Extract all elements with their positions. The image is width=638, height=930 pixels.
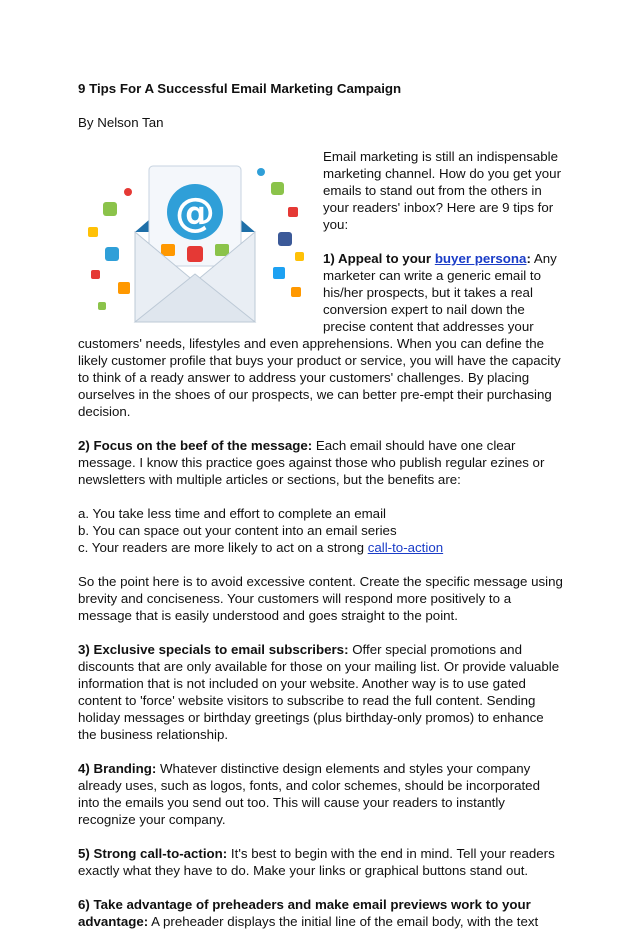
tip-6-body: A preheader displays the initial line of the email body, with the text (148, 914, 539, 929)
call-to-action-link[interactable]: call-to-action (367, 540, 444, 555)
tip-2-heading: 2) Focus on the beef of the message: (78, 438, 313, 453)
tip-2-body: Each email should have one clear message. I know this practice goes against those who publish regular ezines or newsletters with multiple articles or sections, but the benefits are: (78, 438, 545, 487)
tip-2-item-c (78, 539, 564, 556)
tip-2-paragraph (78, 437, 564, 488)
tip-1-body: customers' needs, lifestyles and even apprehensions. When you can define the likely customer profile that buys your product or service, you will have the capacity to think of a ready answer to address your customers' challenges. By placing ourselves in the shoes of our prospects, we can better pre-empt their purchasing decision. (78, 336, 561, 419)
buyer-persona-link[interactable]: buyer persona (434, 251, 527, 266)
tip-1-lead (323, 250, 564, 335)
tip-2-item-a: a. You take less time and effort to complete an email (78, 506, 386, 521)
at-sign: @ (175, 190, 215, 236)
tip-5-body: It's best to begin with the end in mind. Tell your readers exactly what they have to do. Make your links or graphical buttons stand out. (78, 846, 555, 878)
tip-3-paragraph (78, 641, 564, 743)
tip-3-body: Offer special promotions and discounts that are only available for those on your mailing list. Or provide valuable information that is not included on your website. Another way is to use gated content to 'force' website visitors to subscribe to read the full content. Sending holiday messages or birthday greetings (plus birthday-only promos) to enhance the business relationship. (78, 642, 560, 742)
tip-2-item-b: b. You can space out your content into an email series (78, 523, 397, 538)
tip-6-paragraph (78, 896, 564, 930)
tip-4-heading: 4) Branding: (78, 761, 157, 776)
author-byline: By Nelson Tan (78, 115, 164, 130)
article (78, 80, 564, 930)
tip-3-heading: 3) Exclusive specials to email subscribers: (78, 642, 349, 657)
tip-5-paragraph (78, 845, 564, 879)
intro-section (78, 148, 564, 335)
intro-paragraph: Email marketing is still an indispensable marketing channel. How do you get your emails to stand out from the others in your readers' inbox? Here are 9 tips for you: (323, 149, 562, 232)
tip-2-conclusion: So the point here is to avoid excessive content. Create the specific message using brevity and conciseness. Your customers will respond more positively to a message that is easily understood and goes straight to the point. (78, 574, 563, 623)
tip-2-item-c-text: c. Your readers are more likely to act on a strong (78, 540, 368, 555)
tip-6-heading: 6) Take advantage of preheaders and make email previews work to your advantage: (78, 897, 531, 929)
email-envelope-icon (83, 152, 308, 330)
article-title: 9 Tips For A Successful Email Marketing Campaign (78, 81, 402, 96)
tip-4-body: Whatever distinctive design elements and styles your company already uses, such as logos, fonts, and color schemes, should be incorporated into the emails you send out too. This will cause your readers to instantly recognize your company. (78, 761, 540, 827)
tip-1-heading: 1) Appeal to your (323, 251, 435, 266)
tip-1-colon: : (526, 251, 531, 266)
tip-1-body-right: Any marketer can write a generic email to his/her prospects, but it takes a real conversion expert to nail down the precise content that addresses your (323, 251, 557, 334)
tip-4-paragraph (78, 760, 564, 828)
tip-5-heading: 5) Strong call-to-action: (78, 846, 228, 861)
